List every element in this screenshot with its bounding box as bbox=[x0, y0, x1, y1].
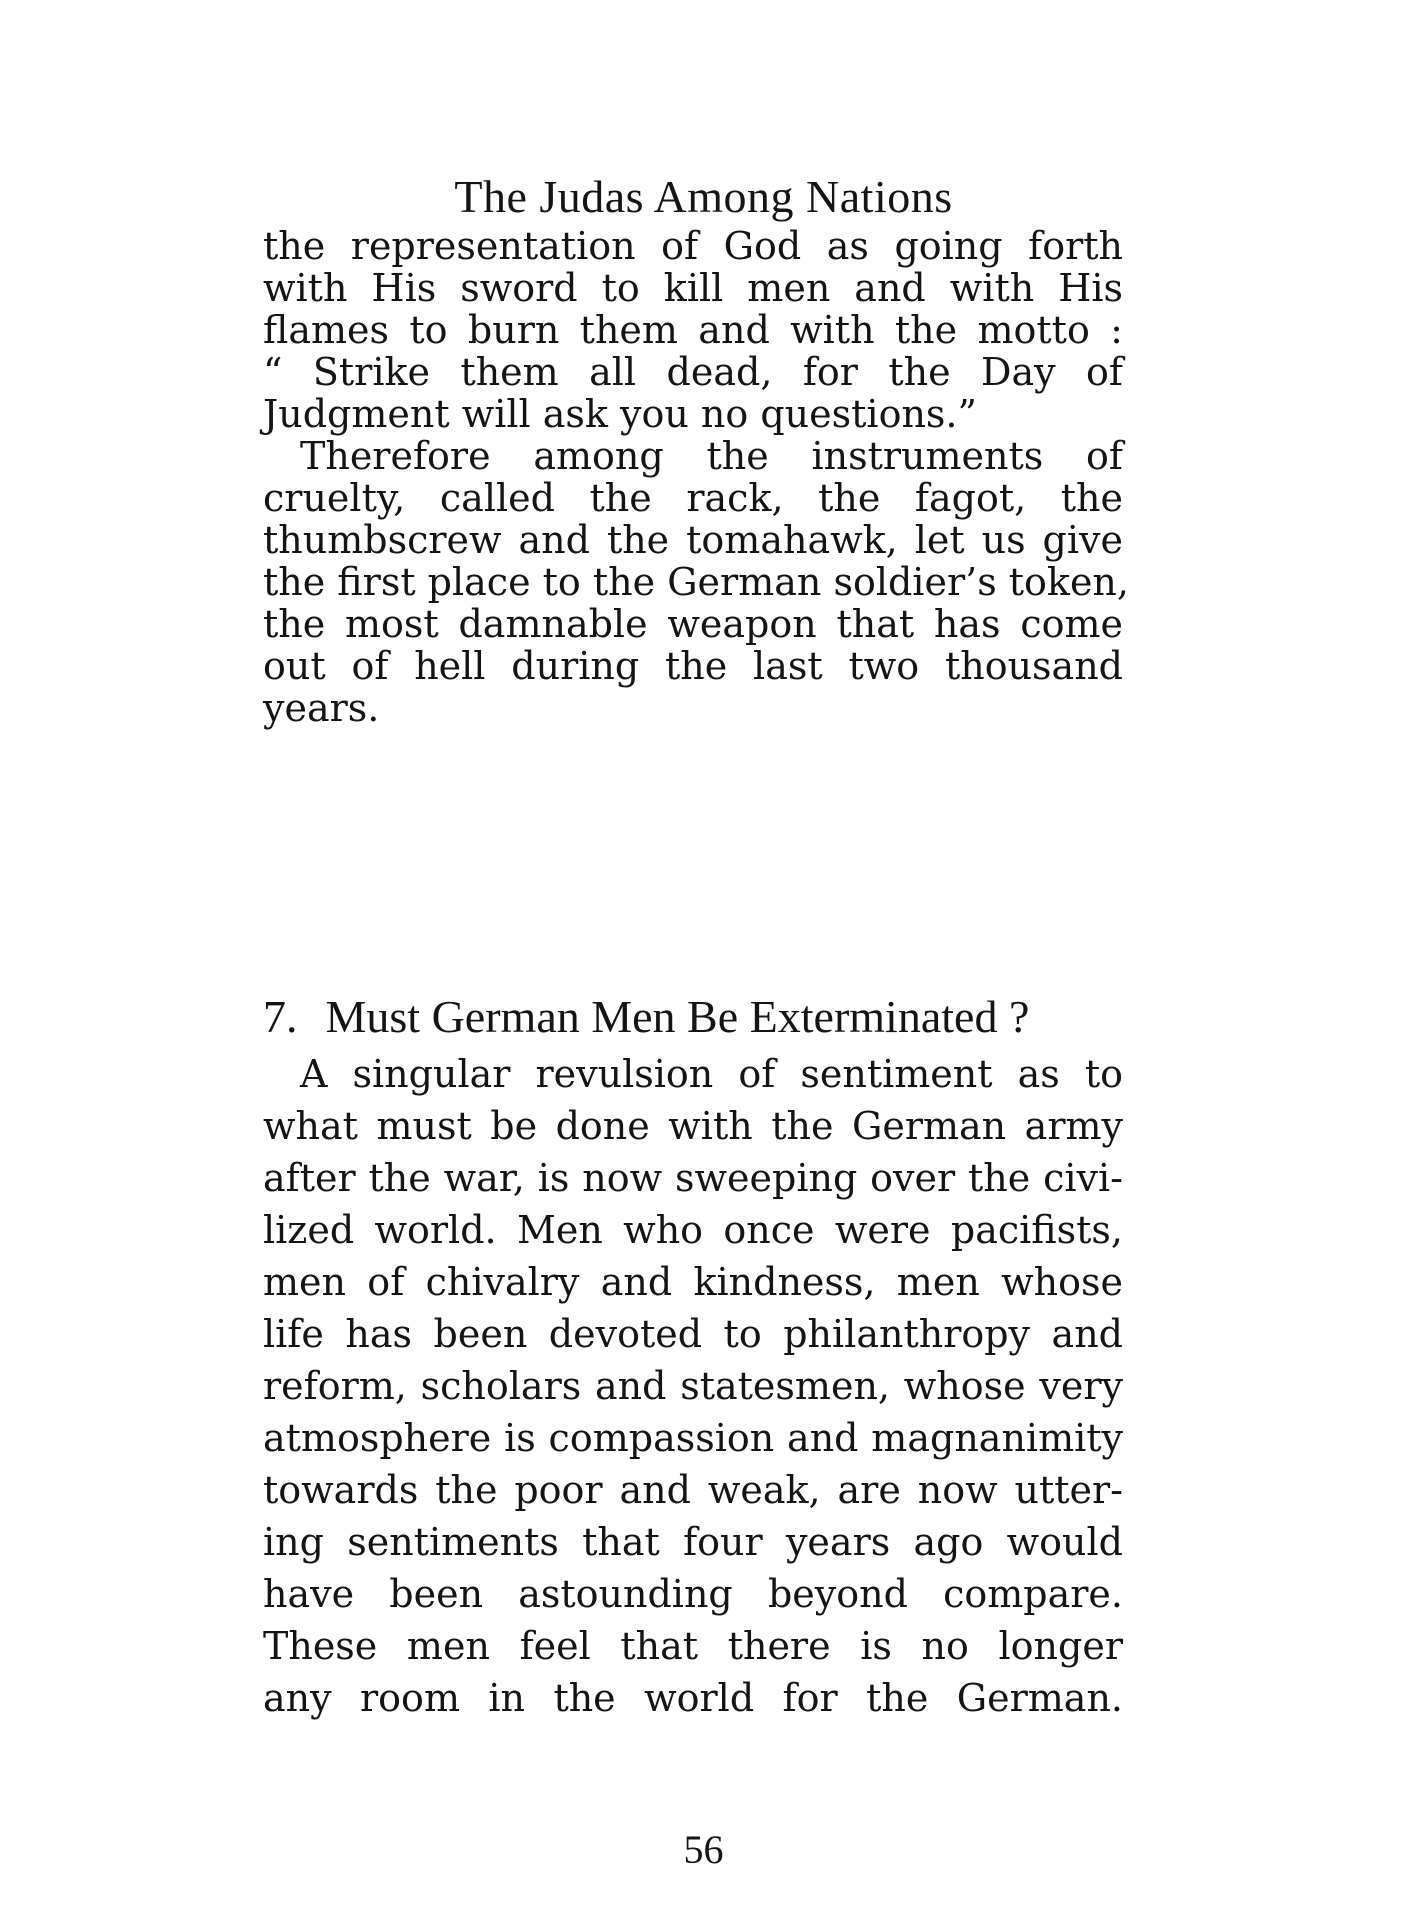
text-line: cruelty, called the rack, the fagot, the bbox=[263, 476, 1123, 520]
section-title: Must German Men Be Exterminated ? bbox=[325, 991, 1030, 1042]
text-line: after the war, is now sweeping over the civi- bbox=[263, 1156, 1123, 1200]
text-line: the first place to the German soldier’s token, bbox=[263, 560, 1129, 604]
text-line: the representation of God as going forth bbox=[263, 224, 1123, 268]
page-number: 56 bbox=[683, 1827, 724, 1872]
text-line: towards the poor and weak, are now utter- bbox=[263, 1468, 1123, 1512]
text-line: years. bbox=[263, 686, 380, 730]
text-line: ing sentiments that four years ago would bbox=[263, 1520, 1123, 1564]
text-line: These men feel that there is no longer bbox=[263, 1624, 1123, 1668]
text-line: reform, scholars and statesmen, whose very bbox=[263, 1364, 1123, 1408]
section-heading bbox=[263, 990, 1123, 1043]
text-line: the most damnable weapon that has come bbox=[263, 602, 1123, 646]
running-head: The Judas Among Nations bbox=[454, 171, 953, 222]
text-line: Judgment will ask you no questions.” bbox=[263, 392, 977, 436]
text-line: flames to burn them and with the motto : bbox=[263, 308, 1123, 352]
text-line: have been astounding beyond compare. bbox=[263, 1572, 1123, 1616]
text-line: Therefore among the instruments of bbox=[300, 434, 1123, 478]
text-line: with His sword to kill men and with His bbox=[263, 266, 1123, 310]
text-line: life has been devoted to philanthropy and bbox=[263, 1312, 1123, 1356]
text-line: A singular revulsion of sentiment as to bbox=[300, 1052, 1123, 1096]
text-line: what must be done with the German army bbox=[263, 1104, 1123, 1148]
text-line: out of hell during the last two thousand bbox=[263, 644, 1123, 688]
text-line: any room in the world for the German. bbox=[263, 1676, 1123, 1720]
text-line: men of chivalry and kindness, men whose bbox=[263, 1260, 1123, 1304]
text-line: atmosphere is compassion and magnanimity bbox=[263, 1416, 1123, 1460]
text-line: thumbscrew and the tomahawk, let us give bbox=[263, 518, 1123, 562]
section-number: 7. bbox=[263, 991, 298, 1042]
text-line: “ Strike them all dead, for the Day of bbox=[263, 350, 1123, 394]
text-line: lized world. Men who once were pacifists, bbox=[263, 1208, 1123, 1252]
